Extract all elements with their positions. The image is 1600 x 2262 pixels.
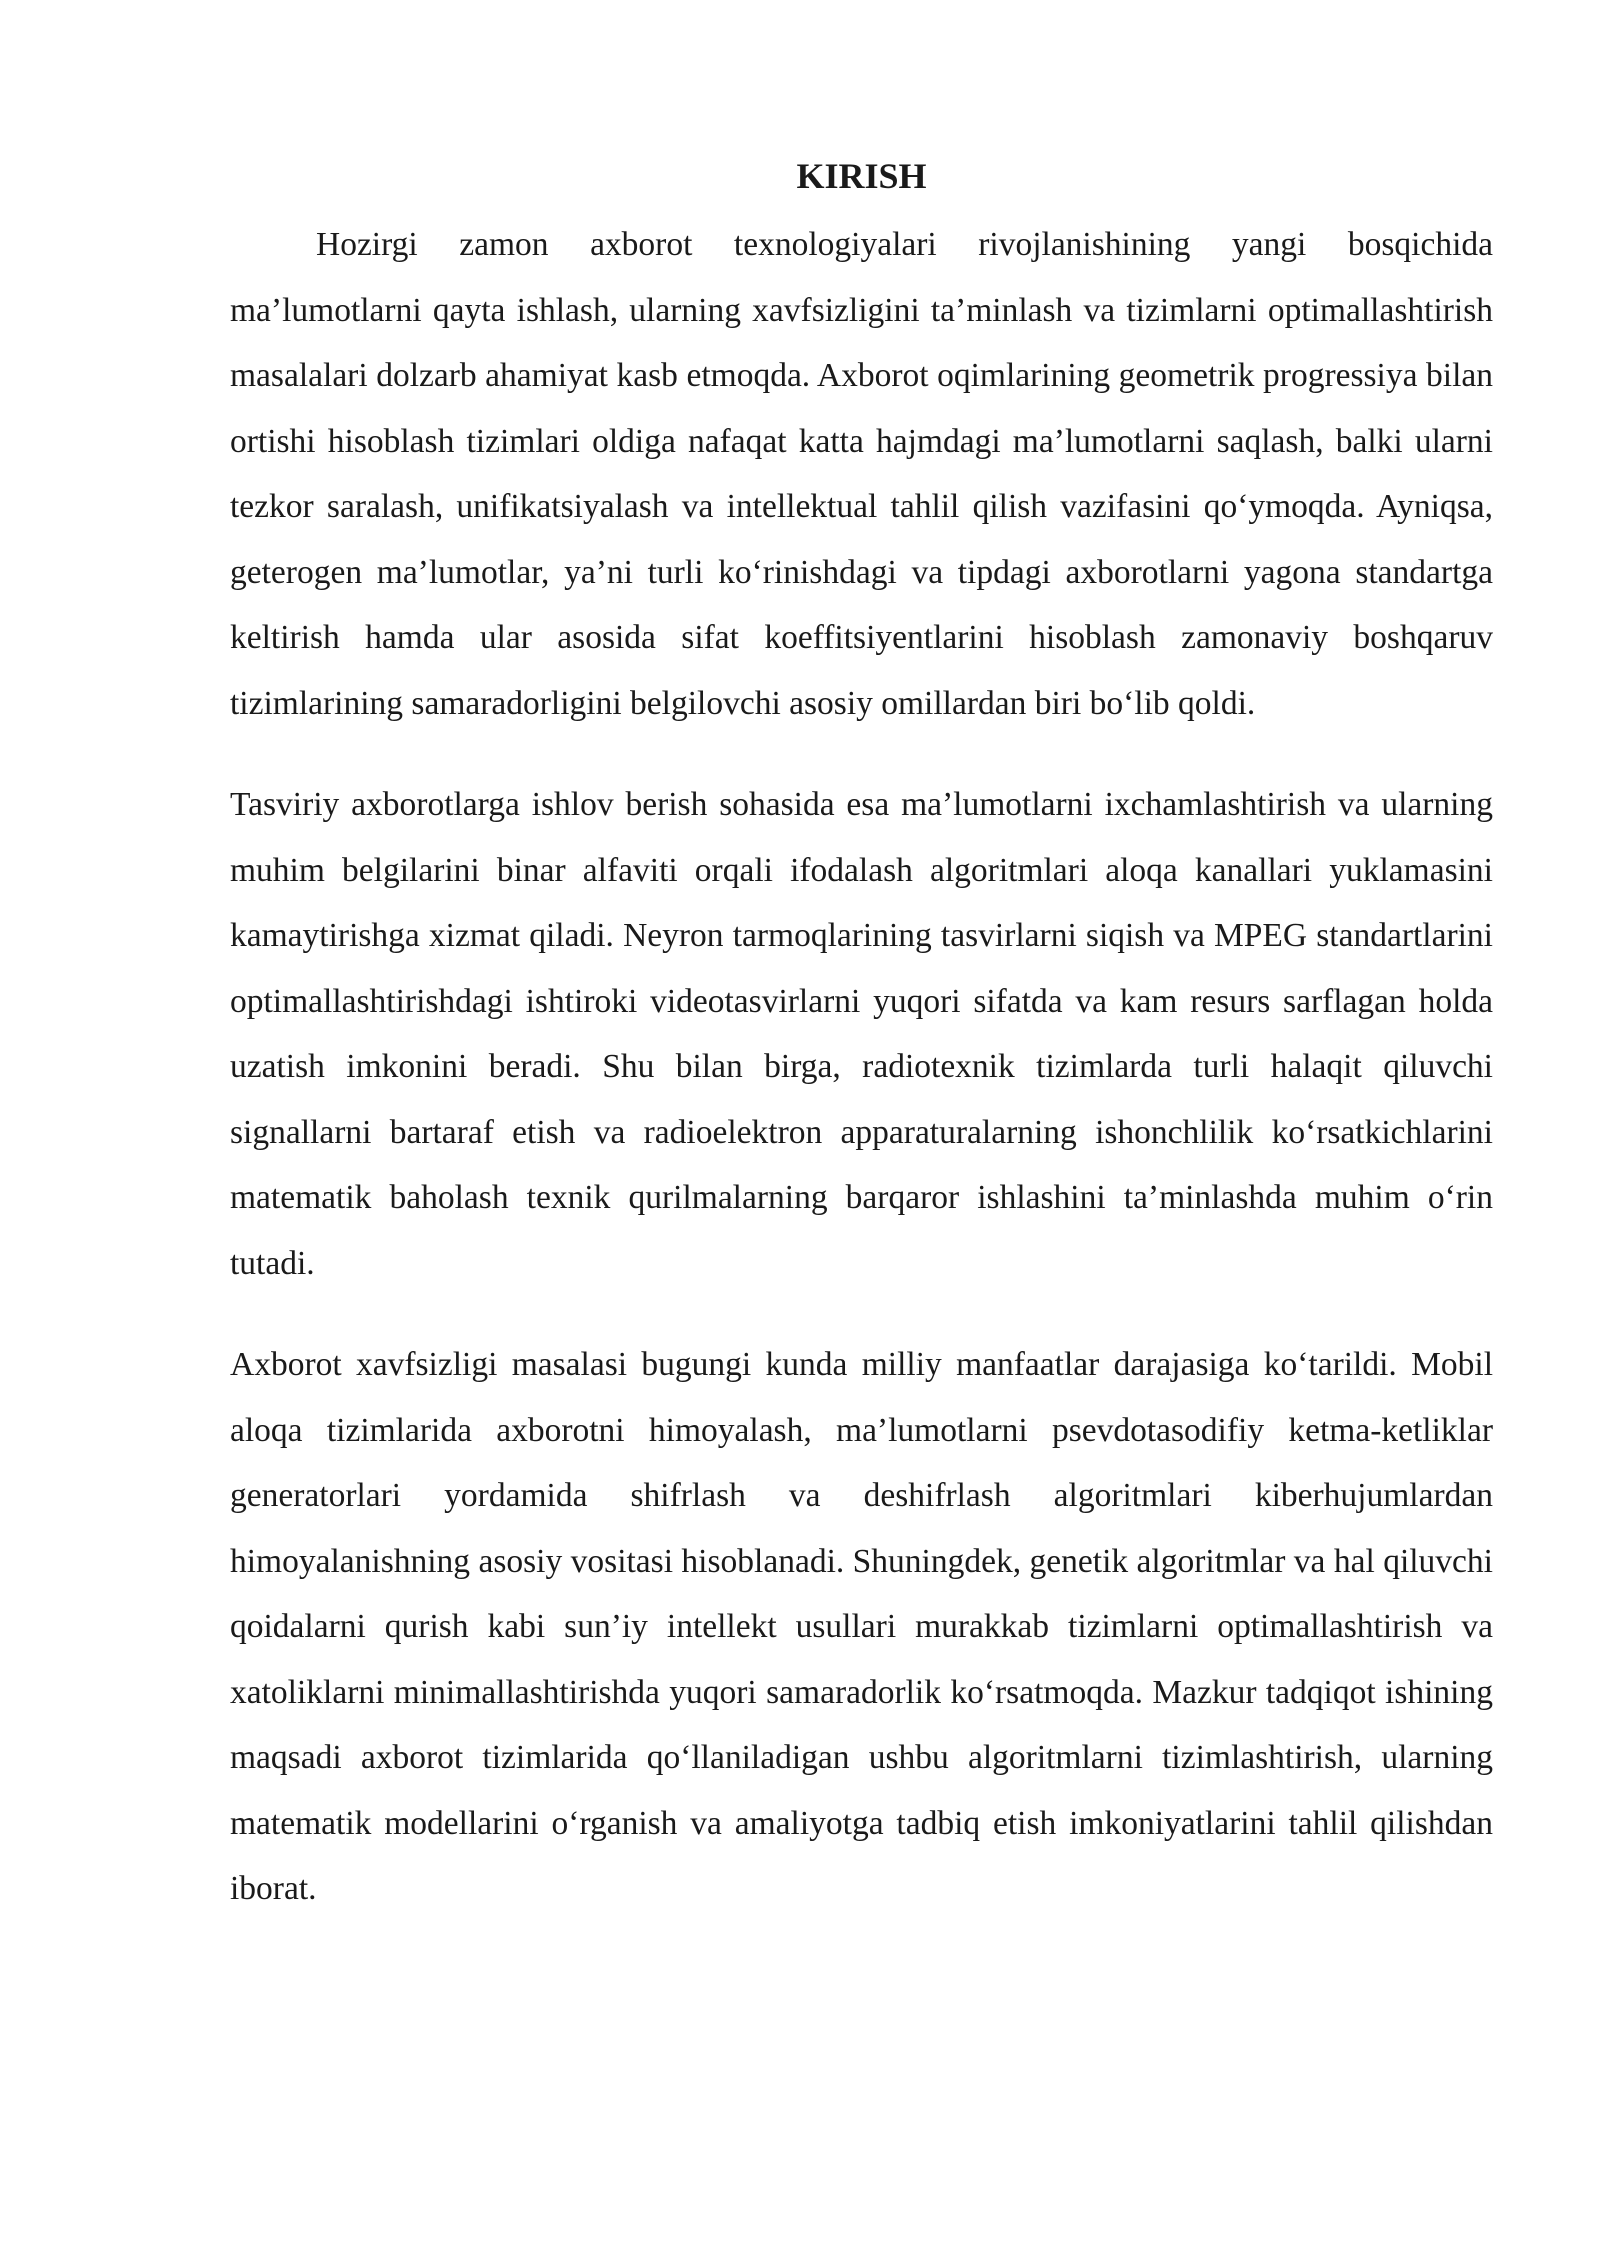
page-content [230, 150, 1493, 1922]
page-title: KIRISH [796, 156, 927, 196]
paragraph-3: Axborot xavfsizligi masalasi bugungi kunda milliy manfaatlar darajasiga ko‘tarildi. Mobil aloqa tizimlarida axborotni himoyalash, ma’lumotlarni psevdotasodifiy ketma-ketliklar generatorlari yordamida shifrlash va deshifrlash algoritmlari kiberhujumlardan himoyalanishning asosiy vositasi hisoblanadi. Shuningdek, genetik algoritmlar va hal qiluvchi qoidalarni qurish kabi sun’iy intellekt usullari murakkab tizimlarni optimallashtirish va xatoliklarni minimallashtirishda yuqori samaradorlik ko‘rsatmoqda. Mazkur tadqiqot ishining maqsadi axborot tizimlarida qo‘llaniladigan ushbu algoritmlarni tizimlashtirish, ularning matematik modellarini o‘rganish va amaliyotga tadbiq etish imkoniyatlarini tahlil qilishdan iborat. [230, 1346, 1493, 1907]
paragraph-1: Hozirgi zamon axborot texnologiyalari rivojlanishining yangi bosqichida ma’lumotlarni qayta ishlash, ularning xavfsizligini ta’minlash va tizimlarni optimallashtirish masalalari dolzarb ahamiyat kasb etmoqda. Axborot oqimlarining geometrik progressiya bilan ortishi hisoblash tizimlari oldiga nafaqat katta hajmdagi ma’lumotlarni saqlash, balki ularni tezkor saralash, unifikatsiyalash va intellektual tahlil qilish vazifasini qo‘ymoqda. Ayniqsa, geterogen ma’lumotlar, ya’ni turli ko‘rinishdagi va tipdagi axborotlarni yagona standartga keltirish hamda ular asosida sifat koeffitsiyentlarini hisoblash zamonaviy boshqaruv tizimlarining samaradorligini belgilovchi asosiy omillardan biri bo‘lib qoldi. [230, 226, 1493, 722]
paragraph-2: Tasviriy axborotlarga ishlov berish sohasida esa ma’lumotlarni ixchamlashtirish va ularning muhim belgilarini binar alfaviti orqali ifodalash algoritmlari aloqa kanallari yuklamasini kamaytirishga xizmat qiladi. Neyron tarmoqlarining tasvirlarni siqish va MPEG standartlarini optimallashtirishdagi ishtiroki videotasvirlarni yuqori sifatda va kam resurs sarflagan holda uzatish imkonini beradi. Shu bilan birga, radiotexnik tizimlarda turli halaqit qiluvchi signallarni bartaraf etish va radioelektron apparaturalarning ishonchlilik ko‘rsatkichlarini matematik baholash texnik qurilmalarning barqaror ishlashini ta’minlashda muhim o‘rin tutadi. [230, 786, 1493, 1282]
